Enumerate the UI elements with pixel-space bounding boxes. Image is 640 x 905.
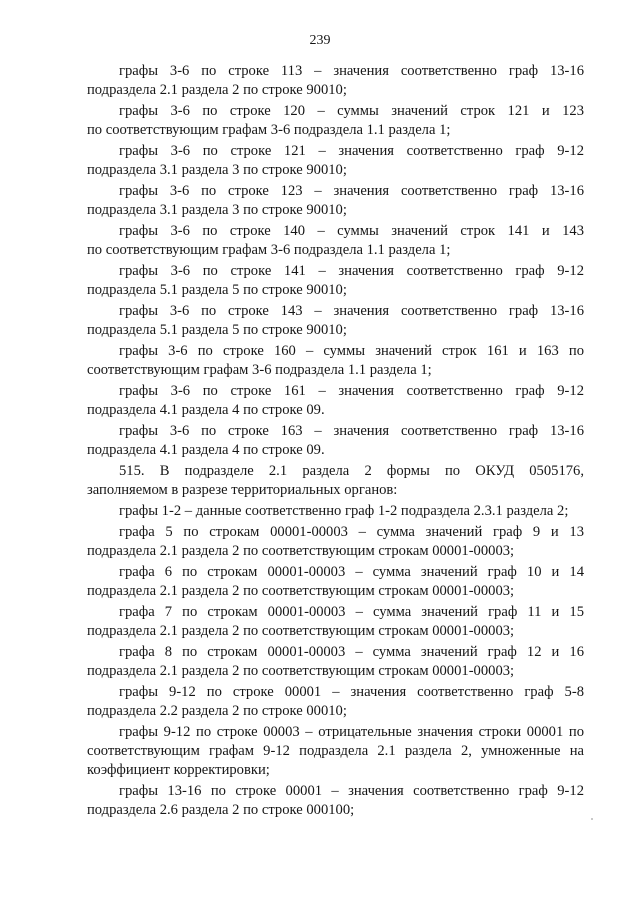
text-line: графы 3-6 по строке 161 – значения соответственно граф 9-12	[119, 383, 584, 399]
text-line: подраздела 2.1 раздела 2 по строке 90010;	[87, 82, 347, 99]
paragraph	[87, 422, 584, 461]
text-line: соответствующим графам 3-6 подраздела 1.1 раздела 1;	[87, 362, 432, 379]
paragraph	[87, 563, 584, 602]
paragraph	[87, 523, 584, 562]
text-line: по соответствующим графам 3-6 подраздела 1.1 раздела 1;	[87, 122, 451, 139]
paragraph	[87, 462, 584, 501]
text-line: графа 6 по строкам 00001-00003 – сумма значений граф 10 и 14	[119, 563, 584, 580]
text-line: подраздела 5.1 раздела 5 по строке 90010;	[87, 282, 347, 299]
text-line: графы 3-6 по строке 120 – суммы значений строк 121 и 123	[119, 103, 584, 119]
text-line: подраздела 4.1 раздела 4 по строке 09.	[87, 402, 325, 419]
page-number: 239	[309, 33, 331, 48]
paragraph	[87, 723, 584, 781]
paragraph	[87, 222, 584, 261]
paragraph	[87, 502, 584, 521]
paragraph	[87, 683, 584, 722]
text-line: коэффициент корректировки;	[87, 762, 270, 779]
text-line: 515. В подразделе 2.1 раздела 2 формы по ОКУД 0505176,	[119, 463, 584, 479]
text-line: соответствующим графам 9-12 подраздела 2.1 раздела 2, умноженные на	[87, 743, 584, 759]
paragraph	[87, 342, 584, 381]
text-line: графы 3-6 по строке 140 – суммы значений строк 141 и 143	[119, 223, 584, 239]
text-line: графы 1-2 – данные соответственно граф 1-2 подраздела 2.3.1 раздела 2;	[119, 503, 569, 519]
text-line: подраздела 3.1 раздела 3 по строке 90010;	[87, 162, 347, 179]
text-line: графа 8 по строкам 00001-00003 – сумма значений граф 12 и 16	[119, 643, 584, 660]
paragraph	[87, 643, 584, 682]
text-line: графы 3-6 по строке 141 – значения соответственно граф 9-12	[119, 263, 584, 279]
paragraph	[87, 102, 584, 141]
text-line: графа 5 по строкам 00001-00003 – сумма значений граф 9 и 13	[119, 523, 584, 540]
text-line: подраздела 2.1 раздела 2 по соответствующим строкам 00001-00003;	[87, 623, 515, 639]
paragraph	[87, 782, 584, 821]
paragraph	[87, 382, 584, 421]
scan-speck	[591, 818, 593, 820]
text-line: подраздела 5.1 раздела 5 по строке 90010;	[87, 322, 347, 339]
text-line: подраздела 2.1 раздела 2 по соответствующим строкам 00001-00003;	[87, 543, 515, 559]
text-line: графы 9-12 по строке 00003 – отрицательные значения строки 00001 по	[119, 723, 584, 740]
text-line: графы 3-6 по строке 160 – суммы значений строк 161 и 163 по	[119, 343, 584, 359]
paragraph	[87, 603, 584, 642]
text-line: графы 3-6 по строке 121 – значения соответственно граф 9-12	[119, 143, 584, 159]
text-line: графы 3-6 по строке 113 – значения соответственно граф 13-16	[119, 63, 584, 79]
text-line: подраздела 2.1 раздела 2 по соответствующим строкам 00001-00003;	[87, 663, 515, 679]
text-line: графы 13-16 по строке 00001 – значения соответственно граф 9-12	[119, 783, 584, 799]
text-line: подраздела 2.6 раздела 2 по строке 000100;	[87, 802, 355, 819]
text-line: заполняемом в разрезе территориальных органов:	[87, 482, 398, 499]
text-line: по соответствующим графам 3-6 подраздела 1.1 раздела 1;	[87, 242, 451, 259]
text-line: подраздела 2.1 раздела 2 по соответствующим строкам 00001-00003;	[87, 583, 515, 599]
text-line: подраздела 2.2 раздела 2 по строке 00010;	[87, 703, 347, 719]
paragraph	[87, 142, 584, 181]
text-line: графа 7 по строкам 00001-00003 – сумма значений граф 11 и 15	[119, 603, 584, 620]
text-line: подраздела 3.1 раздела 3 по строке 90010;	[87, 202, 347, 219]
text-line: графы 3-6 по строке 143 – значения соответственно граф 13-16	[119, 303, 584, 319]
document-body	[87, 62, 584, 821]
paragraph	[87, 182, 584, 221]
paragraph	[87, 62, 584, 101]
text-line: подраздела 4.1 раздела 4 по строке 09.	[87, 442, 325, 459]
paragraph	[87, 262, 584, 301]
paragraph	[87, 302, 584, 341]
text-line: графы 3-6 по строке 163 – значения соответственно граф 13-16	[119, 423, 584, 439]
text-line: графы 3-6 по строке 123 – значения соответственно граф 13-16	[119, 183, 584, 199]
text-line: графы 9-12 по строке 00001 – значения соответственно граф 5-8	[119, 683, 584, 700]
